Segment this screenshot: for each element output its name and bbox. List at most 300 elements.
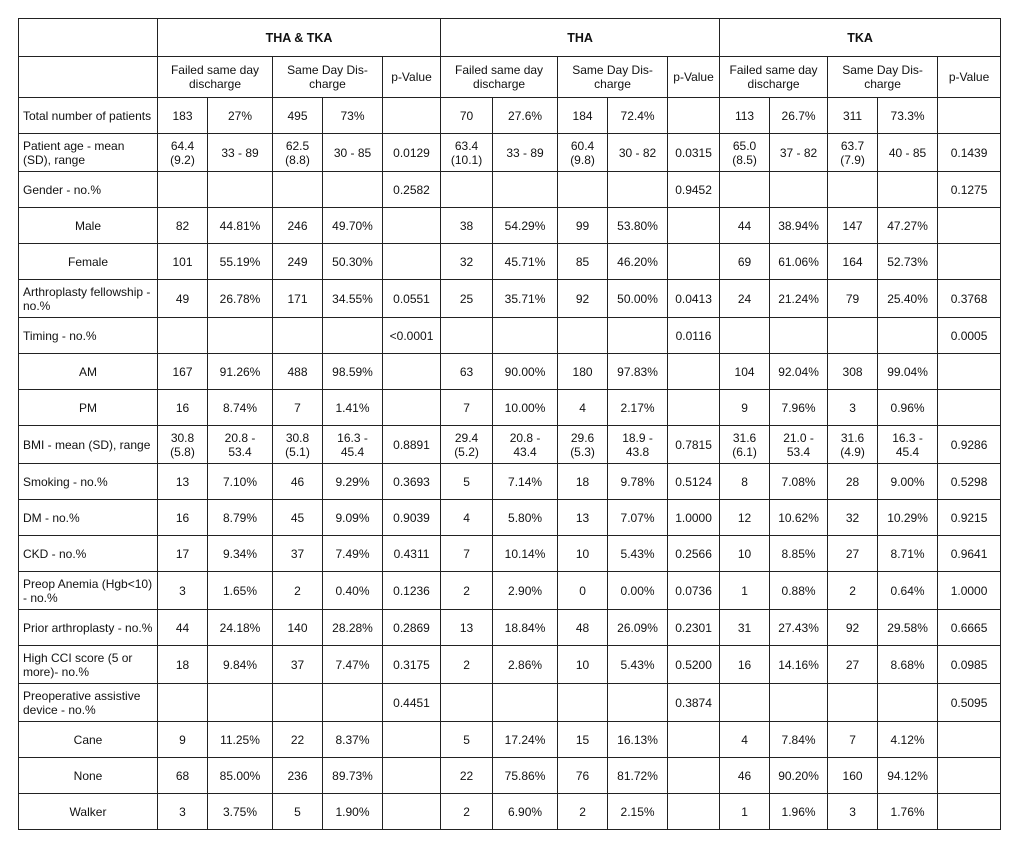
value-cell: 10 — [558, 536, 608, 572]
pvalue-cell — [938, 208, 1001, 244]
row-label: Total number of patients — [19, 98, 158, 134]
value-cell: 308 — [828, 354, 878, 390]
value-cell: 8 — [720, 464, 770, 500]
pvalue-cell — [668, 794, 720, 830]
pvalue-cell — [668, 722, 720, 758]
row-label: High CCI score (5 or more)- no.% — [19, 646, 158, 684]
value-cell — [878, 172, 938, 208]
value-cell: 1.76% — [878, 794, 938, 830]
value-cell: 20.8 - 53.4 — [208, 426, 273, 464]
table-row — [19, 390, 1001, 426]
table-row — [19, 500, 1001, 536]
value-cell: 3 — [158, 572, 208, 610]
value-cell: 30.8 (5.1) — [273, 426, 323, 464]
value-cell: 29.6 (5.3) — [558, 426, 608, 464]
value-cell: 46 — [273, 464, 323, 500]
table-row — [19, 722, 1001, 758]
value-cell: 6.90% — [493, 794, 558, 830]
value-cell: 9.78% — [608, 464, 668, 500]
value-cell: 34.55% — [323, 280, 383, 318]
value-cell: 63 — [441, 354, 493, 390]
value-cell: 63.4 (10.1) — [441, 134, 493, 172]
value-cell: 7 — [273, 390, 323, 426]
value-cell: 38.94% — [770, 208, 828, 244]
value-cell: 82 — [158, 208, 208, 244]
value-cell — [208, 684, 273, 722]
row-label: PM — [19, 390, 158, 426]
corner-cell — [19, 57, 158, 98]
value-cell: 60.4 (9.8) — [558, 134, 608, 172]
value-cell: 246 — [273, 208, 323, 244]
value-cell: 5 — [441, 464, 493, 500]
value-cell: 1 — [720, 794, 770, 830]
value-cell: 10 — [558, 646, 608, 684]
subheader-sameday: Same Day Dis-charge — [558, 57, 668, 98]
value-cell: 31.6 (6.1) — [720, 426, 770, 464]
value-cell: 29.4 (5.2) — [441, 426, 493, 464]
value-cell: 28.28% — [323, 610, 383, 646]
pvalue-cell: 0.5124 — [668, 464, 720, 500]
value-cell: 29.58% — [878, 610, 938, 646]
pvalue-cell: 0.0413 — [668, 280, 720, 318]
value-cell: 9.34% — [208, 536, 273, 572]
value-cell: 9 — [158, 722, 208, 758]
value-cell: 10.14% — [493, 536, 558, 572]
value-cell: 79 — [828, 280, 878, 318]
value-cell: 4 — [441, 500, 493, 536]
pvalue-cell — [938, 244, 1001, 280]
pvalue-cell: 0.2301 — [668, 610, 720, 646]
value-cell: 5 — [441, 722, 493, 758]
subheader-sameday: Same Day Dis-charge — [273, 57, 383, 98]
value-cell: 1.90% — [323, 794, 383, 830]
pvalue-cell: 0.9452 — [668, 172, 720, 208]
value-cell — [770, 172, 828, 208]
value-cell: 3 — [828, 390, 878, 426]
pvalue-cell — [938, 722, 1001, 758]
table-row — [19, 572, 1001, 610]
value-cell: 18.84% — [493, 610, 558, 646]
value-cell: 1.41% — [323, 390, 383, 426]
value-cell: 180 — [558, 354, 608, 390]
value-cell: 63.7 (7.9) — [828, 134, 878, 172]
value-cell: 37 — [273, 536, 323, 572]
table-row — [19, 426, 1001, 464]
value-cell: 488 — [273, 354, 323, 390]
value-cell: 26.7% — [770, 98, 828, 134]
table-row — [19, 134, 1001, 172]
value-cell: 5.43% — [608, 646, 668, 684]
value-cell — [828, 172, 878, 208]
table-row — [19, 536, 1001, 572]
value-cell: 32 — [441, 244, 493, 280]
pvalue-cell — [668, 98, 720, 134]
value-cell: 9.29% — [323, 464, 383, 500]
pvalue-cell: 0.4311 — [383, 536, 441, 572]
value-cell: 21.24% — [770, 280, 828, 318]
value-cell — [720, 684, 770, 722]
value-cell: 85.00% — [208, 758, 273, 794]
value-cell: 10.00% — [493, 390, 558, 426]
value-cell: 30.8 (5.8) — [158, 426, 208, 464]
value-cell: 52.73% — [878, 244, 938, 280]
value-cell: 8.74% — [208, 390, 273, 426]
subheader-pvalue: p-Value — [668, 57, 720, 98]
subheader-failed: Failed same day discharge — [720, 57, 828, 98]
value-cell: 27.43% — [770, 610, 828, 646]
pvalue-cell: 0.2869 — [383, 610, 441, 646]
value-cell: 32 — [828, 500, 878, 536]
value-cell: 90.00% — [493, 354, 558, 390]
table-row — [19, 172, 1001, 208]
value-cell: 4 — [558, 390, 608, 426]
value-cell: 91.26% — [208, 354, 273, 390]
pvalue-cell — [938, 794, 1001, 830]
value-cell: 47.27% — [878, 208, 938, 244]
table-row — [19, 684, 1001, 722]
value-cell: 311 — [828, 98, 878, 134]
value-cell — [208, 172, 273, 208]
pvalue-cell: 0.2582 — [383, 172, 441, 208]
value-cell — [770, 684, 828, 722]
value-cell: 11.25% — [208, 722, 273, 758]
value-cell: 15 — [558, 722, 608, 758]
row-label: Smoking - no.% — [19, 464, 158, 500]
pvalue-cell — [668, 354, 720, 390]
value-cell: 101 — [158, 244, 208, 280]
pvalue-cell — [383, 208, 441, 244]
pvalue-cell — [383, 758, 441, 794]
value-cell: 49 — [158, 280, 208, 318]
value-cell: 17 — [158, 536, 208, 572]
value-cell: 9.00% — [878, 464, 938, 500]
pvalue-cell: 0.9286 — [938, 426, 1001, 464]
pvalue-cell: 1.0000 — [668, 500, 720, 536]
value-cell: 18 — [158, 646, 208, 684]
group-header: THA — [441, 19, 720, 57]
value-cell — [828, 318, 878, 354]
value-cell: 35.71% — [493, 280, 558, 318]
pvalue-cell: 0.3874 — [668, 684, 720, 722]
row-label: Prior arthroplasty - no.% — [19, 610, 158, 646]
pvalue-cell — [938, 98, 1001, 134]
value-cell: 69 — [720, 244, 770, 280]
row-label: Timing - no.% — [19, 318, 158, 354]
row-label: AM — [19, 354, 158, 390]
value-cell: 89.73% — [323, 758, 383, 794]
table-row — [19, 244, 1001, 280]
table-row — [19, 280, 1001, 318]
value-cell: 8.68% — [878, 646, 938, 684]
value-cell — [323, 172, 383, 208]
value-cell: 9 — [720, 390, 770, 426]
value-cell: 16 — [158, 390, 208, 426]
value-cell: 31 — [720, 610, 770, 646]
pvalue-cell — [383, 354, 441, 390]
value-cell: 33 - 89 — [493, 134, 558, 172]
value-cell — [558, 172, 608, 208]
pvalue-cell: 0.1236 — [383, 572, 441, 610]
value-cell — [720, 318, 770, 354]
subheader-failed: Failed same day discharge — [158, 57, 273, 98]
value-cell: 164 — [828, 244, 878, 280]
value-cell — [208, 318, 273, 354]
row-label: Cane — [19, 722, 158, 758]
value-cell — [493, 318, 558, 354]
group-header: TKA — [720, 19, 1001, 57]
value-cell: 5.80% — [493, 500, 558, 536]
value-cell: 44.81% — [208, 208, 273, 244]
value-cell — [273, 172, 323, 208]
table-row — [19, 318, 1001, 354]
value-cell — [273, 684, 323, 722]
value-cell: 2 — [828, 572, 878, 610]
value-cell: 26.09% — [608, 610, 668, 646]
value-cell: 40 - 85 — [878, 134, 938, 172]
value-cell: 27.6% — [493, 98, 558, 134]
value-cell — [878, 684, 938, 722]
value-cell: 3 — [158, 794, 208, 830]
row-label: Arthroplasty fellowship - no.% — [19, 280, 158, 318]
pvalue-cell: 0.3768 — [938, 280, 1001, 318]
group-header-row — [19, 19, 1001, 57]
pvalue-cell: 0.0551 — [383, 280, 441, 318]
value-cell: 2.90% — [493, 572, 558, 610]
pvalue-cell: 0.9215 — [938, 500, 1001, 536]
subheader-sameday: Same Day Dis-charge — [828, 57, 938, 98]
value-cell: 25.40% — [878, 280, 938, 318]
value-cell: 18.9 - 43.8 — [608, 426, 668, 464]
pvalue-cell: 0.2566 — [668, 536, 720, 572]
value-cell — [608, 318, 668, 354]
value-cell: 113 — [720, 98, 770, 134]
table-row — [19, 758, 1001, 794]
value-cell: 3.75% — [208, 794, 273, 830]
value-cell: 44 — [720, 208, 770, 244]
value-cell: 2.86% — [493, 646, 558, 684]
value-cell: 5 — [273, 794, 323, 830]
value-cell: 140 — [273, 610, 323, 646]
value-cell — [608, 172, 668, 208]
pvalue-cell: 0.4451 — [383, 684, 441, 722]
value-cell: 85 — [558, 244, 608, 280]
value-cell: 7.14% — [493, 464, 558, 500]
pvalue-cell — [383, 98, 441, 134]
table-row — [19, 646, 1001, 684]
pvalue-cell: 0.1275 — [938, 172, 1001, 208]
value-cell: 147 — [828, 208, 878, 244]
value-cell: 236 — [273, 758, 323, 794]
value-cell: 33 - 89 — [208, 134, 273, 172]
value-cell: 167 — [158, 354, 208, 390]
value-cell: 27% — [208, 98, 273, 134]
value-cell: 4.12% — [878, 722, 938, 758]
pvalue-cell — [383, 722, 441, 758]
value-cell: 12 — [720, 500, 770, 536]
value-cell — [273, 318, 323, 354]
pvalue-cell: <0.0001 — [383, 318, 441, 354]
value-cell — [720, 172, 770, 208]
value-cell: 16 — [158, 500, 208, 536]
value-cell — [558, 684, 608, 722]
value-cell: 4 — [720, 722, 770, 758]
value-cell: 2 — [441, 646, 493, 684]
value-cell: 61.06% — [770, 244, 828, 280]
value-cell: 2 — [441, 794, 493, 830]
value-cell: 7.47% — [323, 646, 383, 684]
value-cell: 70 — [441, 98, 493, 134]
value-cell: 8.71% — [878, 536, 938, 572]
value-cell: 98.59% — [323, 354, 383, 390]
value-cell: 20.8 - 43.4 — [493, 426, 558, 464]
pvalue-cell: 0.0129 — [383, 134, 441, 172]
value-cell: 25 — [441, 280, 493, 318]
pvalue-cell — [938, 758, 1001, 794]
value-cell: 72.4% — [608, 98, 668, 134]
value-cell: 24.18% — [208, 610, 273, 646]
value-cell: 22 — [441, 758, 493, 794]
value-cell: 7.84% — [770, 722, 828, 758]
corner-cell — [19, 19, 158, 57]
pvalue-cell — [938, 354, 1001, 390]
pvalue-cell — [668, 208, 720, 244]
row-label: BMI - mean (SD), range — [19, 426, 158, 464]
value-cell: 495 — [273, 98, 323, 134]
subheader-failed: Failed same day discharge — [441, 57, 558, 98]
value-cell: 0.40% — [323, 572, 383, 610]
pvalue-cell — [668, 244, 720, 280]
value-cell: 90.20% — [770, 758, 828, 794]
value-cell — [493, 172, 558, 208]
value-cell: 249 — [273, 244, 323, 280]
row-label: Walker — [19, 794, 158, 830]
value-cell: 0.88% — [770, 572, 828, 610]
value-cell: 55.19% — [208, 244, 273, 280]
value-cell: 49.70% — [323, 208, 383, 244]
value-cell: 99.04% — [878, 354, 938, 390]
value-cell: 44 — [158, 610, 208, 646]
value-cell: 65.0 (8.5) — [720, 134, 770, 172]
value-cell — [558, 318, 608, 354]
value-cell: 45.71% — [493, 244, 558, 280]
value-cell: 17.24% — [493, 722, 558, 758]
row-label: None — [19, 758, 158, 794]
pvalue-cell — [668, 390, 720, 426]
value-cell: 2.17% — [608, 390, 668, 426]
value-cell: 54.29% — [493, 208, 558, 244]
value-cell: 14.16% — [770, 646, 828, 684]
value-cell: 1 — [720, 572, 770, 610]
pvalue-cell: 0.9039 — [383, 500, 441, 536]
row-label: Preoperative assistive device - no.% — [19, 684, 158, 722]
value-cell — [878, 318, 938, 354]
value-cell: 62.5 (8.8) — [273, 134, 323, 172]
value-cell: 46 — [720, 758, 770, 794]
value-cell: 0.64% — [878, 572, 938, 610]
value-cell: 7.07% — [608, 500, 668, 536]
value-cell: 1.96% — [770, 794, 828, 830]
pvalue-cell: 0.0116 — [668, 318, 720, 354]
pvalue-cell: 0.5298 — [938, 464, 1001, 500]
value-cell: 28 — [828, 464, 878, 500]
value-cell — [323, 318, 383, 354]
subheader-pvalue: p-Value — [383, 57, 441, 98]
value-cell: 37 — [273, 646, 323, 684]
value-cell: 48 — [558, 610, 608, 646]
results-table — [18, 18, 1001, 830]
value-cell: 7.96% — [770, 390, 828, 426]
pvalue-cell: 0.7815 — [668, 426, 720, 464]
value-cell: 7 — [441, 536, 493, 572]
pvalue-cell: 0.1439 — [938, 134, 1001, 172]
pvalue-cell: 0.5095 — [938, 684, 1001, 722]
value-cell: 73% — [323, 98, 383, 134]
pvalue-cell: 0.8891 — [383, 426, 441, 464]
value-cell: 18 — [558, 464, 608, 500]
value-cell: 10.62% — [770, 500, 828, 536]
value-cell: 81.72% — [608, 758, 668, 794]
value-cell — [770, 318, 828, 354]
value-cell: 13 — [558, 500, 608, 536]
pvalue-cell — [938, 390, 1001, 426]
value-cell: 75.86% — [493, 758, 558, 794]
value-cell: 50.00% — [608, 280, 668, 318]
value-cell: 104 — [720, 354, 770, 390]
value-cell: 76 — [558, 758, 608, 794]
value-cell — [158, 172, 208, 208]
value-cell: 68 — [158, 758, 208, 794]
value-cell: 0.96% — [878, 390, 938, 426]
pvalue-cell: 0.3693 — [383, 464, 441, 500]
value-cell: 13 — [441, 610, 493, 646]
value-cell: 27 — [828, 646, 878, 684]
value-cell: 1.65% — [208, 572, 273, 610]
value-cell: 27 — [828, 536, 878, 572]
value-cell: 0.00% — [608, 572, 668, 610]
value-cell: 160 — [828, 758, 878, 794]
value-cell — [323, 684, 383, 722]
value-cell: 92 — [558, 280, 608, 318]
group-header: THA & TKA — [158, 19, 441, 57]
table-row — [19, 208, 1001, 244]
value-cell: 184 — [558, 98, 608, 134]
value-cell: 97.83% — [608, 354, 668, 390]
pvalue-cell: 0.5200 — [668, 646, 720, 684]
row-label: Patient age - mean (SD), range — [19, 134, 158, 172]
value-cell — [441, 684, 493, 722]
row-label: Gender - no.% — [19, 172, 158, 208]
value-cell: 2 — [441, 572, 493, 610]
pvalue-cell: 0.0736 — [668, 572, 720, 610]
value-cell: 7.08% — [770, 464, 828, 500]
value-cell: 16.3 - 45.4 — [878, 426, 938, 464]
pvalue-cell: 0.9641 — [938, 536, 1001, 572]
table-row — [19, 98, 1001, 134]
row-label: CKD - no.% — [19, 536, 158, 572]
value-cell — [441, 172, 493, 208]
value-cell: 9.09% — [323, 500, 383, 536]
value-cell: 46.20% — [608, 244, 668, 280]
row-label: Male — [19, 208, 158, 244]
value-cell — [441, 318, 493, 354]
value-cell: 53.80% — [608, 208, 668, 244]
value-cell — [608, 684, 668, 722]
value-cell: 183 — [158, 98, 208, 134]
value-cell: 73.3% — [878, 98, 938, 134]
value-cell: 5.43% — [608, 536, 668, 572]
value-cell: 7 — [828, 722, 878, 758]
value-cell: 8.85% — [770, 536, 828, 572]
